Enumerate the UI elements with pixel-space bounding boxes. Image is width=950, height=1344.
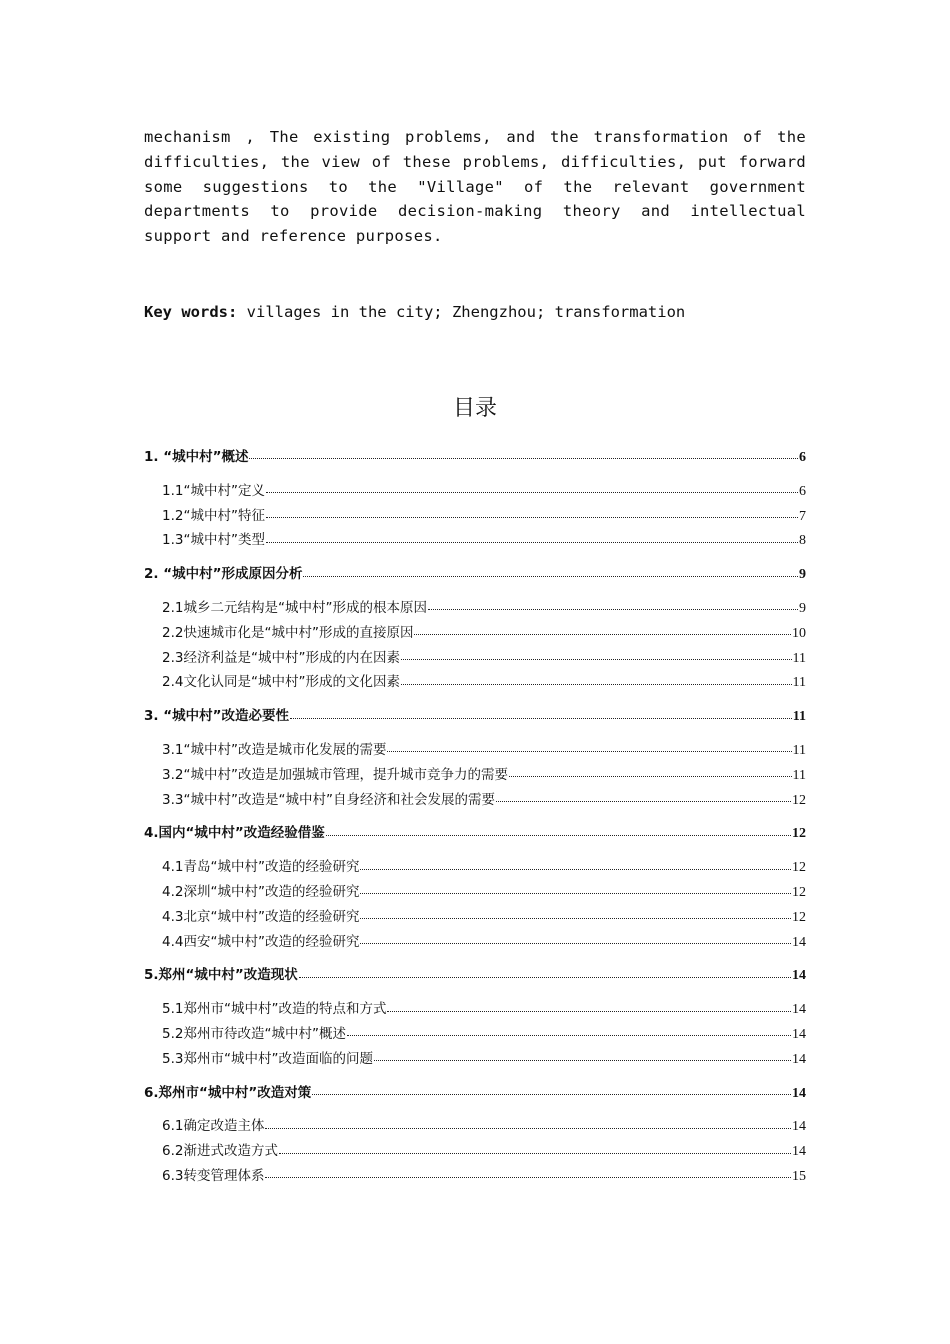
- toc-page-number: 14: [792, 934, 806, 950]
- toc-dot-leader: [414, 633, 791, 635]
- toc-dot-leader: [290, 717, 792, 719]
- toc-entry-title: 3.1“城中村”改造是城市化发展的需要: [162, 741, 387, 758]
- toc-section-entry[interactable]: [144, 905, 806, 930]
- keywords-value: villages in the city; Zhengzhou; transformation: [237, 303, 686, 321]
- toc-entry-title: 4.2深圳“城中村”改造的经验研究: [162, 883, 360, 900]
- toc-entry-title: 5.1郑州市“城中村”改造的特点和方式: [162, 1001, 387, 1018]
- toc-dot-leader: [509, 775, 792, 777]
- table-of-contents: [144, 445, 806, 1189]
- toc-page-number: 11: [792, 767, 806, 783]
- toc-chapter-entry[interactable]: [144, 562, 806, 587]
- toc-page-number: 11: [792, 650, 806, 666]
- toc-section-entry[interactable]: [144, 1164, 806, 1189]
- toc-dot-leader: [265, 1127, 791, 1129]
- toc-page-number: 12: [792, 860, 806, 876]
- toc-page-number: 9: [799, 567, 806, 583]
- toc-page-number: 14: [792, 1002, 806, 1018]
- toc-entry-title: 2.1城乡二元结构是“城中村”形成的根本原因: [162, 599, 427, 616]
- toc-dot-leader: [312, 1093, 791, 1095]
- toc-chapter-entry[interactable]: [144, 963, 806, 988]
- toc-section-entry[interactable]: [144, 997, 806, 1022]
- toc-section-entry[interactable]: [144, 528, 806, 553]
- toc-section-entry[interactable]: [144, 763, 806, 788]
- toc-section-entry[interactable]: [144, 880, 806, 905]
- toc-section-entry[interactable]: [144, 855, 806, 880]
- toc-section-entry[interactable]: [144, 646, 806, 671]
- toc-dot-leader: [496, 800, 791, 802]
- toc-dot-leader: [360, 942, 791, 944]
- toc-section-entry[interactable]: [144, 1114, 806, 1139]
- toc-dot-leader: [299, 976, 791, 978]
- toc-page-number: 15: [792, 1168, 806, 1184]
- toc-section-entry[interactable]: [144, 1139, 806, 1164]
- toc-dot-leader: [249, 457, 798, 459]
- toc-entry-title: 5.2郑州市待改造“城中村”概述: [162, 1025, 346, 1042]
- toc-entry-title: 6.郑州市“城中村”改造对策: [144, 1084, 312, 1101]
- toc-chapter-entry[interactable]: [144, 821, 806, 846]
- toc-entry-title: 3.2“城中村”改造是加强城市管理，提升城市竞争力的需要: [162, 766, 508, 783]
- toc-page-number: 11: [792, 709, 806, 725]
- toc-dot-leader: [266, 516, 798, 518]
- toc-entry-title: 6.1确定改造主体: [162, 1118, 265, 1135]
- toc-entry-title: 2.3经济利益是“城中村”形成的内在因素: [162, 649, 400, 666]
- toc-section-entry[interactable]: [144, 1022, 806, 1047]
- toc-entry-title: 2. “城中村”形成原因分析: [144, 566, 303, 583]
- toc-page-number: 12: [792, 792, 806, 808]
- toc-page-number: 12: [792, 884, 806, 900]
- toc-dot-leader: [360, 917, 791, 919]
- toc-page-number: 9: [799, 600, 806, 616]
- toc-section-entry[interactable]: [144, 1047, 806, 1072]
- toc-entry-title: 1.3“城中村”类型: [162, 532, 265, 549]
- toc-entry-title: 1.1“城中村”定义: [162, 482, 265, 499]
- toc-page-number: 6: [799, 450, 806, 465]
- toc-dot-leader: [266, 491, 798, 493]
- toc-page-number: 14: [792, 1051, 806, 1067]
- toc-entry-title: 6.3转变管理体系: [162, 1167, 265, 1184]
- toc-entry-title: 4.4西安“城中村”改造的经验研究: [162, 933, 360, 950]
- toc-dot-leader: [387, 1010, 791, 1012]
- keywords-label: Key words:: [144, 303, 238, 321]
- toc-entry-title: 5.3郑州市“城中村”改造面临的问题: [162, 1050, 373, 1067]
- toc-section-entry[interactable]: [144, 621, 806, 646]
- toc-page-number: 14: [792, 1119, 806, 1135]
- toc-chapter-entry[interactable]: [144, 445, 806, 470]
- toc-entry-title: 3.3“城中村”改造是“城中村”自身经济和社会发展的需要: [162, 791, 495, 808]
- toc-page-number: 8: [799, 533, 806, 549]
- toc-section-entry[interactable]: [144, 479, 806, 504]
- toc-page-number: 12: [792, 826, 806, 842]
- toc-section-entry[interactable]: [144, 788, 806, 813]
- toc-page-number: 11: [792, 742, 806, 758]
- toc-entry-title: 2.2快速城市化是“城中村”形成的直接原因: [162, 624, 414, 641]
- toc-dot-leader: [279, 1152, 791, 1154]
- toc-page-number: 14: [792, 1026, 806, 1042]
- toc-dot-leader: [266, 541, 798, 543]
- toc-entry-title: 2.4文化认同是“城中村”形成的文化因素: [162, 674, 400, 691]
- toc-section-entry[interactable]: [144, 504, 806, 529]
- toc-dot-leader: [303, 575, 798, 577]
- toc-dot-leader: [401, 658, 792, 660]
- toc-dot-leader: [265, 1176, 791, 1178]
- toc-page-number: 12: [792, 909, 806, 925]
- toc-chapter-entry[interactable]: [144, 704, 806, 729]
- toc-entry-title: 4.1青岛“城中村”改造的经验研究: [162, 859, 360, 876]
- toc-page-number: 6: [799, 483, 806, 499]
- toc-section-entry[interactable]: [144, 596, 806, 621]
- toc-dot-leader: [387, 750, 791, 752]
- toc-page-number: 7: [799, 508, 806, 524]
- toc-page-number: 14: [792, 1144, 806, 1160]
- toc-section-entry[interactable]: [144, 670, 806, 695]
- toc-chapter-entry[interactable]: [144, 1081, 806, 1106]
- toc-dot-leader: [401, 683, 792, 685]
- toc-entry-title: 1. “城中村”概述: [144, 449, 249, 465]
- toc-dot-leader: [347, 1034, 791, 1036]
- toc-page-number: 10: [792, 625, 806, 641]
- toc-entry-title: 6.2渐进式改造方式: [162, 1143, 278, 1160]
- toc-entry-title: 1.2“城中村”特征: [162, 507, 265, 524]
- toc-dot-leader: [360, 892, 791, 894]
- abstract-paragraph: mechanism , The existing problems, and the transformation of the difficulties, the view of these problems, difficulties, put forward some suggestions to the "Village" of the relevant government departments to provide decision-making theory and intellectual support and reference purposes.: [144, 128, 806, 246]
- toc-dot-leader: [374, 1059, 791, 1061]
- toc-section-entry[interactable]: [144, 930, 806, 955]
- toc-section-entry[interactable]: [144, 738, 806, 763]
- toc-entry-title: 4.3北京“城中村”改造的经验研究: [162, 908, 360, 925]
- toc-dot-leader: [326, 834, 791, 836]
- toc-entry-title: 3. “城中村”改造必要性: [144, 708, 289, 725]
- toc-title: 目录: [452, 396, 497, 421]
- keywords-line: [144, 300, 806, 324]
- toc-page-number: 14: [792, 1085, 806, 1101]
- toc-dot-leader: [360, 868, 791, 870]
- toc-entry-title: 5.郑州“城中村”改造现状: [144, 967, 298, 984]
- toc-entry-title: 4.国内“城中村”改造经验借鉴: [144, 825, 325, 842]
- toc-page-number: 11: [792, 675, 806, 691]
- toc-page-number: 14: [792, 968, 806, 984]
- toc-dot-leader: [428, 608, 798, 610]
